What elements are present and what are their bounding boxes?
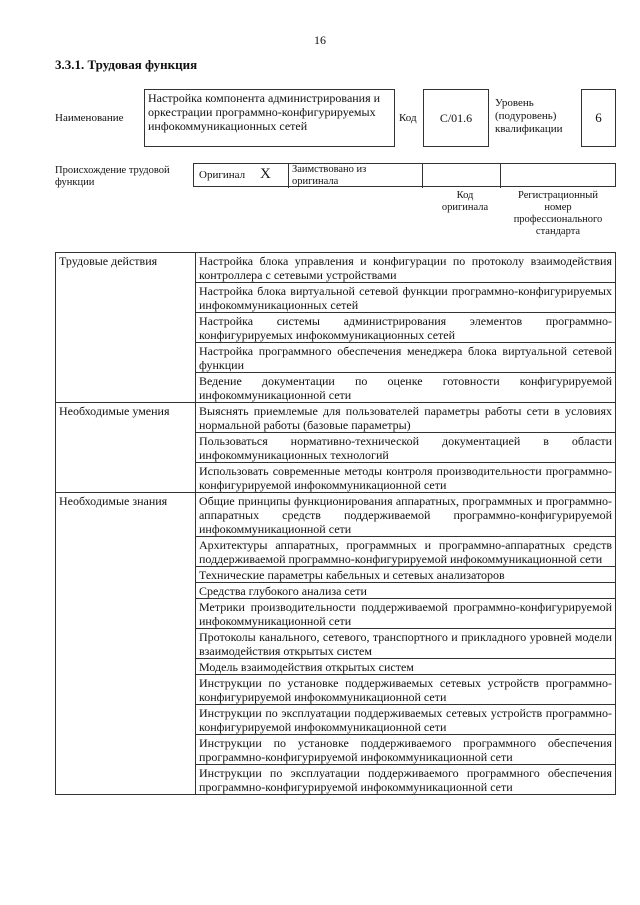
item-text: Инструкции по установке поддерживаемых сетевых устройств программно-конфигурируемой инфокоммуникационной сети [196,675,616,705]
section-title-cell: Необходимые умения [56,403,196,493]
table-row [56,493,616,537]
section-title-cell: Необходимые знания [56,493,196,795]
code-label: Код [399,112,417,124]
table-row [56,403,616,433]
item-text: Выяснять приемлемые для пользователей параметры работы сети в условиях нормальной работы (базовые параметры) [196,403,616,433]
name-value: Настройка компонента администрирования и оркестрации программно-конфигурируемых инфокоммуникационных сетей [144,89,395,147]
origin-row [193,163,616,187]
functions-table [55,252,616,795]
section-title: 3.3.1. Трудовая функция [55,57,198,72]
item-text: Пользоваться нормативно-технической документацией в области инфокоммуникационных технологий [196,433,616,463]
origin-original-cell [194,164,289,188]
item-text: Архитектуры аппаратных, программных и программно-аппаратных средств поддерживаемой программно-конфигурируемой инфокоммуникационной сети [196,537,616,567]
item-text: Ведение документации по оценке готовности конфигурируемой инфокоммуникационной сети [196,373,616,403]
origin-original-mark: X [260,166,271,182]
origin-borrowed-label: Заимствовано из оригинала [292,164,367,187]
origin-label: Происхождение трудовой функции [55,165,170,188]
name-label: Наименование [55,112,124,124]
item-text: Инструкции по эксплуатации поддерживаемых сетевых устройств программно-конфигурируемой инфокоммуникационной сети [196,705,616,735]
origin-borrowed-cell [289,164,423,188]
item-text: Средства глубокого анализа сети [196,583,616,599]
item-text: Технические параметры кабельных и сетевых анализаторов [196,567,616,583]
item-text: Протоколы канального, сетевого, транспортного и прикладного уровней модели взаимодействия открытых систем [196,629,616,659]
item-text: Метрики производительности поддерживаемой программно-конфигурируемой инфокоммуникационной сети [196,599,616,629]
code-original-label: Код оригинала [441,190,489,213]
item-text: Модель взаимодействия открытых систем [196,659,616,675]
code-value: С/01.6 [423,89,489,147]
item-text: Настройка блока виртуальной сетевой функции программно-конфигурируемых инфокоммуникационных сетей [196,283,616,313]
item-text: Настройка программного обеспечения менеджера блока виртуальной сетевой функции [196,343,616,373]
item-text: Использовать современные методы контроля производительности программно-конфигурируемой инфокоммуникационной сети [196,463,616,493]
item-text: Инструкции по установке поддерживаемого программного обеспечения программно-конфигурируемой инфокоммуникационной сети [196,735,616,765]
item-text: Инструкции по эксплуатации поддерживаемого программного обеспечения программно-конфигурируемой инфокоммуникационной сети [196,765,616,795]
level-label: Уровень (подуровень) квалификации [495,97,563,135]
origin-original-label: Оригинал [199,169,246,181]
item-text: Настройка блока управления и конфигурации по протоколу взаимодействия контроллера с сетевыми устройствами [196,253,616,283]
origin-code-cell [423,164,501,188]
page-number: 16 [314,33,326,47]
item-text: Общие принципы функционирования аппаратных, программных и программно-аппаратных средств поддерживаемой программно-конфигурируемой инфокоммуникационной сети [196,493,616,537]
section-title-cell: Трудовые действия [56,253,196,403]
item-text: Настройка системы администрирования элементов программно-конфигурируемых инфокоммуникационных сетей [196,313,616,343]
table-row [56,253,616,283]
level-value: 6 [581,89,616,147]
reg-number-label: Регистрационный номер профессионального стандарта [513,190,603,237]
